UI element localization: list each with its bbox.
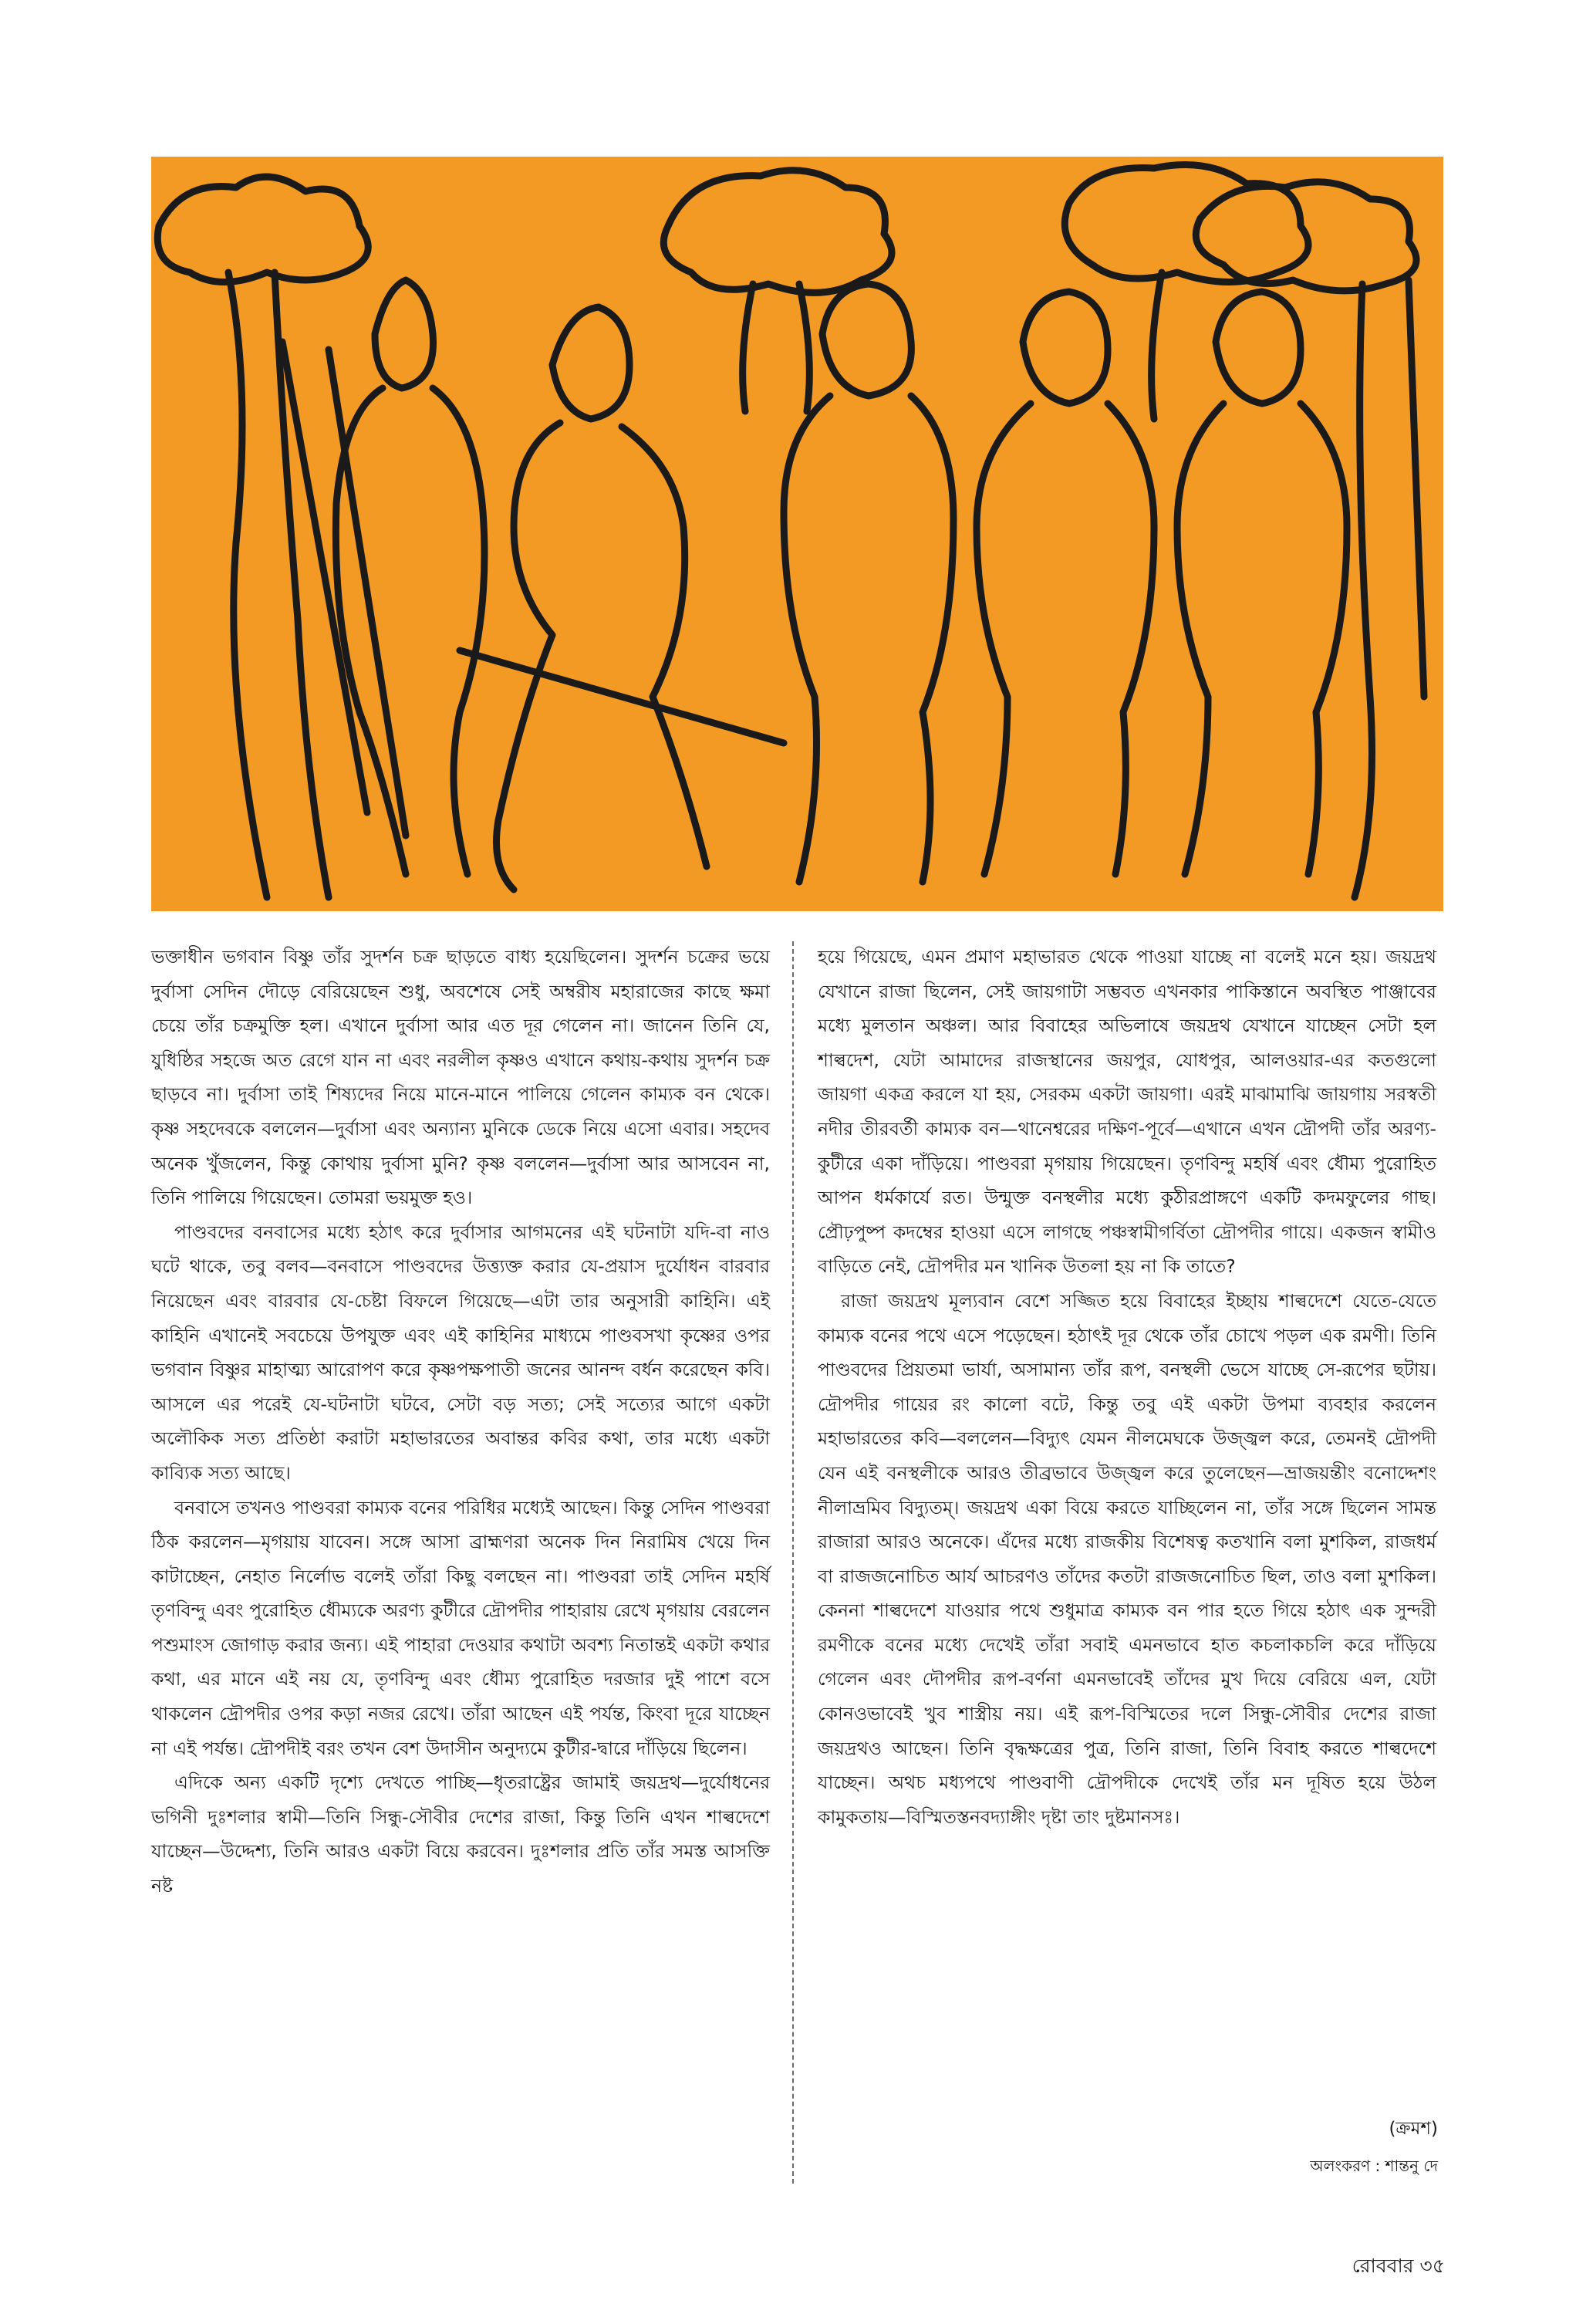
text-column-right [818, 940, 1436, 1834]
paragraph: এদিকে অন্য একটি দৃশ্যে দেখতে পাচ্ছি—ধৃতরাষ্ট্রের জামাই জয়দ্রথ—দুর্যোধনের ভগিনী দুঃশলার স্বামী—তিনি সিন্ধু-সৌবীর দেশের রাজা, কিন্তু তিনি এখন শাল্বদেশে যাচ্ছেন—উদ্দেশ্য, তিনি আরও একটা বিয়ে করবেন। দুঃশলার প্রতি তাঁর সমস্ত আসক্তি নষ্ট [151, 1772, 770, 1897]
page-footer [1157, 2251, 1445, 2284]
paragraph: পাণ্ডবদের বনবাসের মধ্যে হঠাৎ করে দুর্বাসার আগমনের এই ঘটনাটা যদি-বা নাও ঘটে থাকে, তবু বলব—বনবাসে পাণ্ডবদের উত্ত্যক্ত করার যে-প্রয়াস দুর্যোধন বারবার নিয়েছেন এবং বারবার যে-চেষ্টা বিফলে গিয়েছে—এটা তার অনুসারী কাহিনি। এই কাহিনি এখানেই সবচেয়ে উপযুক্ত এবং এই কাহিনির মাধ্যমে পাণ্ডবসখা কৃষ্ণের ওপর ভগবান বিষ্ণুর মাহাত্ম্য আরোপণ করে কৃষ্ণপক্ষপাতী জনের আনন্দ বর্ধন করেছেন কবি। আসলে এর পরেই যে-ঘটনাটা ঘটবে, সেটা বড় সত্য; সেই সত্যের আগে একটা অলৌকিক সত্য প্রতিষ্ঠা করাটা মহাভারতের অবান্তর কবির কথা, তার মধ্যে একটা কাব্যিক সত্য আছে। [151, 1221, 770, 1484]
paragraph: রাজা জয়দ্রথ মূল্যবান বেশে সজ্জিত হয়ে বিবাহের ইচ্ছায় শাল্বদেশে যেতে-যেতে কাম্যক বনের পথে এসে পড়েছেন। হঠাৎই দূর থেকে তাঁর চোখে পড়ল এক রমণী। তিনি পাণ্ডবদের প্রিয়তমা ভার্যা, অসামান্য তাঁর রূপ, বনস্থলী ভেসে যাচ্ছে সে-রূপের ছটায়। দ্রৌপদীর গায়ের রং কালো বটে, কিন্তু তবু এই একটা উপমা ব্যবহার করলেন মহাভারতের কবি—বললেন—বিদ্যুৎ যেমন নীলমেঘকে উজ্জ্বল করে, তেমনই দ্রৌপদী যেন এই বনস্থলীকে আরও তীব্রভাবে উজ্জ্বল করে তুলেছেন—ভ্রাজয়ন্তীং বনোদ্দেশং নীলাভ্রমিব বিদ্যুতম্। জয়দ্রথ একা বিয়ে করতে যাচ্ছিলেন না, তাঁর সঙ্গে ছিলেন সামন্ত রাজারা আরও অনেকে। এঁদের মধ্যে রাজকীয় বিশেষত্ব কতখানি বলা মুশকিল, রাজধর্ম বা রাজজনোচিত আর্য আচরণও তাঁদের কতটা রাজজনোচিত ছিল, তাও বলা মুশকিল। কেননা শাল্বদেশে যাওয়ার পথে শুধুমাত্র কাম্যক বন পার হতে গিয়ে হঠাৎ এক সুন্দরী রমণীকে বনের মধ্যে দেখেই তাঁরা সবাই এমনভাবে হাত কচলাকচলি করে দাঁড়িয়ে গেলেন এবং দৌপদীর রূপ-বর্ণনা এমনভাবেই তাঁদের মুখ দিয়ে বেরিয়ে এল, যেটা কোনওভাবেই খুব শাস্ত্রীয় নয়। এই রূপ-বিস্মিতের দলে সিন্ধু-সৌবীর দেশের রাজা জয়দ্রথও আছেন। তিনি বৃদ্ধক্ষত্রের পুত্র, তিনি রাজা, তিনি বিবাহ করতে শাল্বদেশে যাচ্ছেন। অথচ মধ্যপথে পাণ্ডবাণী দ্রৌপদীকে দেখেই তাঁর মন দূষিত হয়ে উঠল কামুকতায়—বিস্মিতস্তনবদ্যাঙ্গীং দৃষ্টা তাং দুষ্টমানসঃ। [818, 1289, 1436, 1828]
illustration [151, 157, 1443, 911]
illustration-credit: অলংকরণ : শান্তনু দে [1310, 2157, 1438, 2175]
text-column-left [151, 940, 770, 1903]
paragraph: হয়ে গিয়েছে, এমন প্রমাণ মহাভারত থেকে পাওয়া যাচ্ছে না বলেই মনে হয়। জয়দ্রথ যেখানে রাজা ছিলেন, সেই জায়গাটা সম্ভবত এখনকার পাকিস্তানে অবস্থিত পাঞ্জাবের মধ্যে মুলতান অঞ্চল। আর বিবাহের অভিলাষে জয়দ্রথ যেখানে যাচ্ছেন সেটা হল শাল্বদেশ, যেটা আমাদের রাজস্থানের জয়পুর, যোধপুর, আলওয়ার-এর কতগুলো জায়গা একত্র করলে যা হয়, সেরকম একটা জায়গা। এরই মাঝামাঝি জায়গায় সরস্বতী নদীর তীরবর্তী কাম্যক বন—থানেশ্বরের দক্ষিণ-পূর্বে—এখানে এখন দ্রৌপদী তাঁর অরণ্য-কুটীরে একা দাঁড়িয়ে। পাণ্ডবরা মৃগয়ায় গিয়েছেন। তৃণবিন্দু মহর্ষি এবং ধৌম্য পুরোহিত আপন ধর্মকার্যে রত। উন্মুক্ত বনস্থলীর মধ্যে কুঠীরপ্রাঙ্গণে একটি কদমফুলের গাছ। প্রৌঢ়পুষ্প কদম্বের হাওয়া এসে লাগছে পঞ্চস্বামীগর্বিতা দ্রৌপদীর গায়ে। একজন স্বামীও বাড়িতে নেই, দ্রৌপদীর মন খানিক উতলা হয় না কি তাতে? [818, 946, 1436, 1278]
paragraph: বনবাসে তখনও পাণ্ডবরা কাম্যক বনের পরিধির মধ্যেই আছেন। কিন্তু সেদিন পাণ্ডবরা ঠিক করলেন—মৃগয়ায় যাবেন। সঙ্গে আসা ব্রাহ্মণরা অনেক দিন নিরামিষ খেয়ে দিন কাটাচ্ছেন, নেহাত নির্লোভ বলেই তাঁরা কিছু বলছেন না। পাণ্ডবরা তাই সেদিন মহর্ষি তৃণবিন্দু এবং পুরোহিত ধৌম্যকে অরণ্য কুটীরে দ্রৌপদীর পাহারায় রেখে মৃগয়ায় বেরলেন পশুমাংস জোগাড় করার জন্য। এই পাহারা দেওয়ার কথাটা অবশ্য নিতান্তই একটা কথার কথা, এর মানে এই নয় যে, তৃণবিন্দু এবং ধৌম্য পুরোহিত দরজার দুই পাশে বসে থাকলেন দ্রৌপদীর ওপর কড়া নজর রেখে। তাঁরা আছেন এই পর্যন্ত, কিংবা দূরে যাচ্ছেন না এই পর্যন্ত। দ্রৌপদীই বরং তখন বেশ উদাসীন অনুদ্যমে কুটীর-দ্বারে দাঁড়িয়ে ছিলেন। [151, 1496, 770, 1759]
continued-label: (ক্রমশ) [1389, 2119, 1438, 2139]
column-divider [792, 941, 794, 2184]
magazine-name: রোববার [1352, 2255, 1414, 2277]
five-figures-in-forest-illustration [151, 157, 1443, 911]
paragraph: ভক্তাধীন ভগবান বিষ্ণু তাঁর সুদর্শন চক্র ছাড়তে বাধ্য হয়েছিলেন। সুদর্শন চক্রের ভয়ে দুর্বাসা সেদিন দৌড়ে বেরিয়েছেন শুধু, অবশেষে সেই অম্বরীষ মহারাজের কাছে ক্ষমা চেয়ে তাঁর চক্রমুক্তি হল। এখানে দুর্বাসা আর এত দূর গেলেন না। জানেন তিনি যে, যুধিষ্ঠির সহজে অত রেগে যান না এবং নরলীল কৃষ্ণও এখানে কথায়-কথায় সুদর্শন চক্র ছাড়বে না। দুর্বাসা তাই শিষ্যদের নিয়ে মানে-মানে পালিয়ে গেলেন কাম্যক বন থেকে। কৃষ্ণ সহদেবকে বললেন—দুর্বাসা এবং অন্যান্য মুনিকে ডেকে নিয়ে এসো এবার। সহদেব অনেক খুঁজলেন, কিন্তু কোথায় দুর্বাসা মুনি? কৃষ্ণ বললেন—দুর্বাসা আর আসবেন না, তিনি পালিয়ে গিয়েছেন। তোমরা ভয়মুক্ত হও। [151, 946, 770, 1209]
page-number: ৩৫ [1419, 2255, 1445, 2277]
